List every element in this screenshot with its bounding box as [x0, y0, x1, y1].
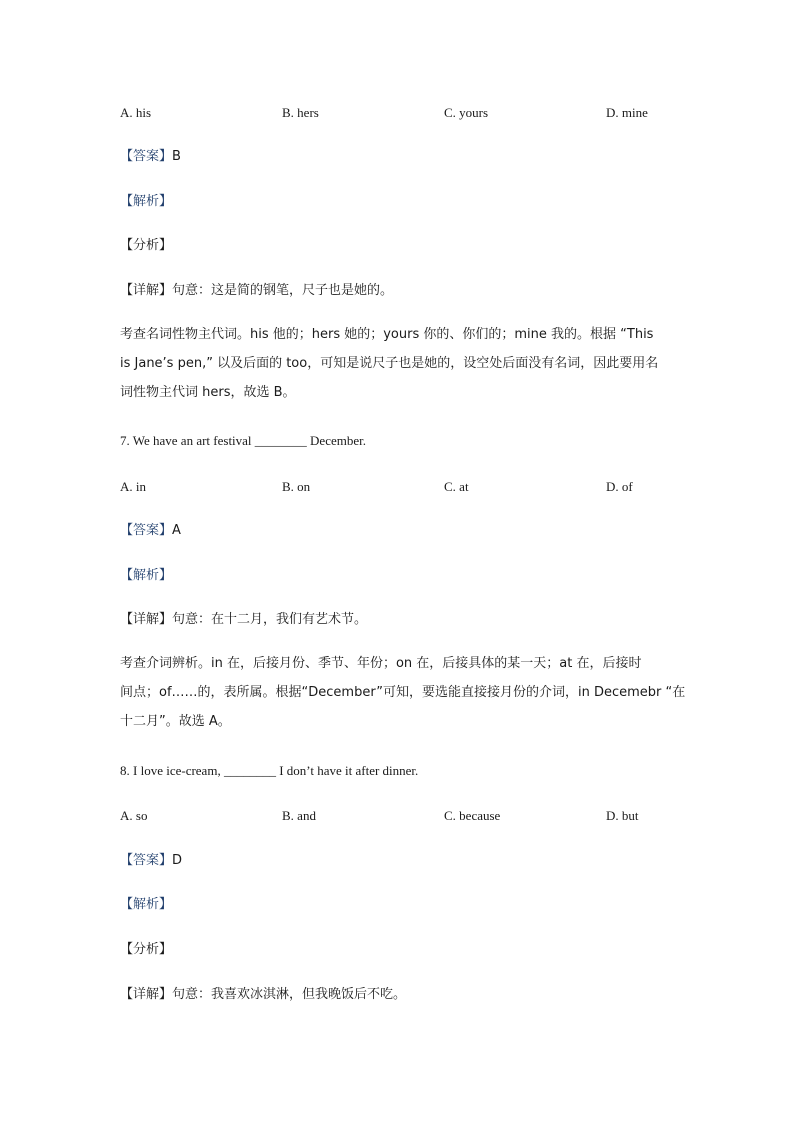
explanation-line: 词性物主代词 hers，故选 B。	[120, 385, 296, 400]
q8-fenxi-line	[120, 941, 172, 958]
q8-options	[120, 808, 680, 824]
q7-analysis-line	[120, 567, 172, 584]
q6-option-c: C. yours	[444, 105, 489, 120]
answer-tag: 【答案】	[120, 523, 173, 538]
answer-value: D	[172, 853, 183, 868]
q7-option-d: D. of	[606, 479, 633, 494]
q8-option-c: C. because	[444, 808, 501, 823]
detail-text: 句意：这是简的钢笔，尺子也是她的。	[172, 283, 394, 298]
analysis-tag: 【解析】	[120, 897, 173, 912]
answer-tag: 【答案】	[120, 853, 173, 868]
q6-options	[120, 105, 680, 121]
q6-explanation	[120, 320, 676, 407]
detail-tag: 【详解】	[120, 987, 173, 1002]
q7-question: 7. We have an art festival ________ December.	[120, 433, 366, 448]
q8-option-b: B. and	[282, 808, 316, 823]
explanation-line: 间点；of……的，表所属。根据“December”可知，要选能直接接月份的介词，in Decemebr “在	[120, 685, 686, 700]
explanation-line: is Jane’s pen,” 以及后面的 too，可知是说尺子也是她的，设空处后面没有名词，因此要用名	[120, 356, 659, 371]
q6-option-a: A. his	[120, 105, 152, 120]
detail-tag: 【详解】	[120, 283, 173, 298]
q8-analysis-line	[120, 896, 172, 913]
q8-answer-line	[120, 852, 182, 869]
answer-value: B	[172, 149, 181, 164]
q6-detail-line	[120, 282, 393, 299]
q8-option-d: D. but	[606, 808, 639, 823]
fenxi-tag: 【分析】	[120, 942, 173, 957]
explanation-line: 考查介词辨析。in 在，后接月份、季节、年份；on 在，后接具体的某一天；at 在，后接时	[120, 656, 642, 671]
q7-options	[120, 479, 680, 495]
q8-question: 8. I love ice-cream, ________ I don’t have it after dinner.	[120, 763, 419, 778]
q7-option-b: B. on	[282, 479, 311, 494]
q7-answer-line	[120, 522, 181, 539]
q6-option-b: B. hers	[282, 105, 319, 120]
q6-fenxi-line	[120, 237, 172, 254]
detail-text: 句意：我喜欢冰淇淋，但我晚饭后不吃。	[172, 987, 407, 1002]
detail-tag: 【详解】	[120, 612, 173, 627]
q7-option-c: C. at	[444, 479, 469, 494]
q8-detail-line	[120, 986, 406, 1003]
q8-option-a: A. so	[120, 808, 148, 823]
analysis-tag: 【解析】	[120, 568, 173, 583]
detail-text: 句意：在十二月，我们有艺术节。	[172, 612, 368, 627]
explanation-line: 十二月”。故选 A。	[120, 714, 231, 729]
q6-answer-line	[120, 148, 181, 165]
explanation-line: 考查名词性物主代词。his 他的；hers 她的；yours 你的、你们的；mine 我的。根据 “This	[120, 327, 654, 342]
analysis-tag: 【解析】	[120, 194, 173, 209]
q6-analysis-line	[120, 193, 172, 210]
answer-value: A	[172, 523, 181, 538]
q7-detail-line	[120, 611, 367, 628]
q6-option-d: D. mine	[606, 105, 648, 120]
q7-explanation	[120, 649, 686, 736]
answer-tag: 【答案】	[120, 149, 173, 164]
q7-option-a: A. in	[120, 479, 146, 494]
fenxi-tag: 【分析】	[120, 238, 173, 253]
